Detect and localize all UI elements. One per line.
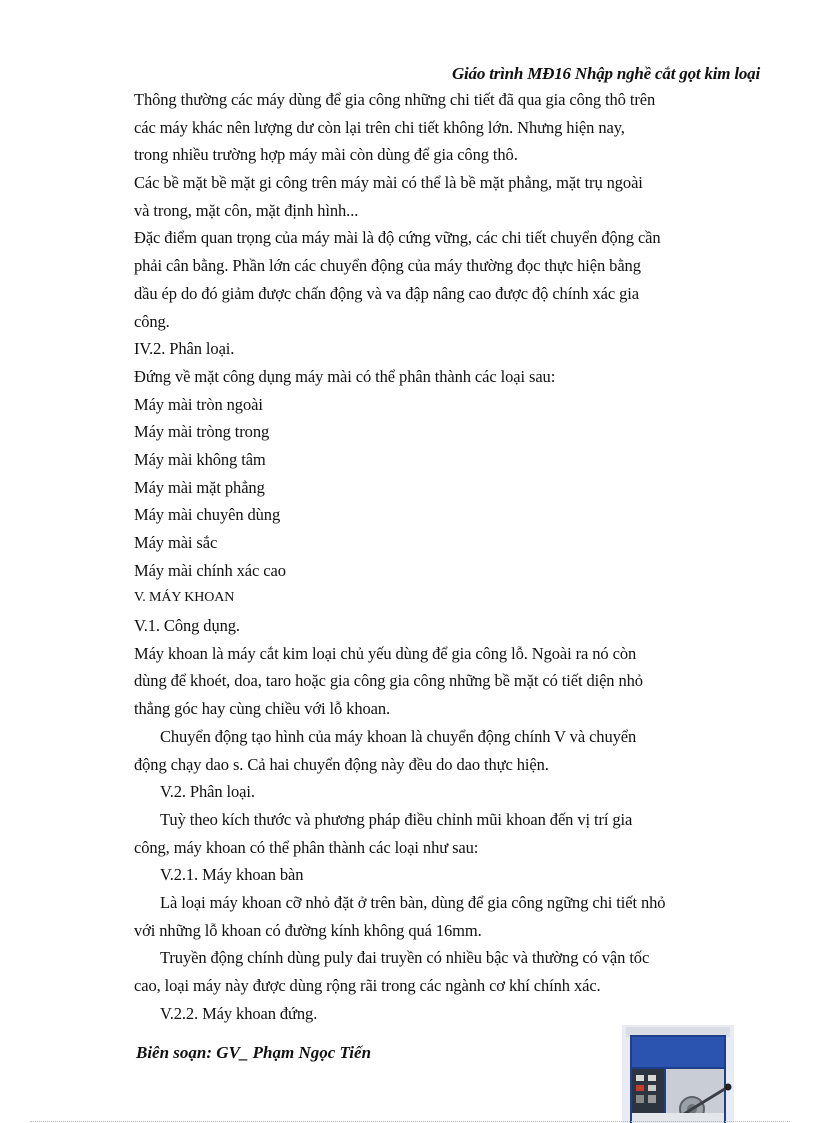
list-item: Máy mài không tâm bbox=[134, 449, 266, 469]
body-line: phải cân bằng. Phần lớn các chuyển động của máy thường đọc thực hiện bằng bbox=[134, 256, 641, 276]
section-heading: V.1. Công dụng. bbox=[134, 616, 240, 636]
body-line: công. bbox=[134, 311, 170, 331]
body-line: công, máy khoan có thể phân thành các loại như sau: bbox=[134, 837, 479, 857]
body-line: Đặc điểm quan trọng của máy mài là độ cứng vững, các chi tiết chuyển động cần bbox=[134, 228, 661, 248]
body-line: Chuyển động tạo hình của máy khoan là chuyển động chính V và chuyển bbox=[160, 726, 637, 746]
footer-author: Biên soạn: GV_ Phạm Ngọc Tiến bbox=[136, 1043, 372, 1062]
body-line: Máy khoan là máy cắt kim loại chủ yếu dùng để gia công lỗ. Ngoài ra nó còn bbox=[134, 643, 637, 663]
body-line: Đứng về mặt công dụng máy mài có thể phân thành các loại sau: bbox=[134, 366, 556, 386]
list-item: Máy mài chuyên dùng bbox=[134, 505, 281, 525]
chapter-heading: V. MÁY KHOAN bbox=[134, 590, 235, 606]
list-item: Máy mài tròn ngoài bbox=[134, 394, 263, 414]
drill-machine-image bbox=[612, 1025, 744, 1123]
body-line: Thông thường các máy dùng để gia công những chi tiết đã qua gia công thô trên bbox=[134, 90, 656, 109]
body-line: thẳng góc hay cùng chiều với lỗ khoan. bbox=[134, 699, 391, 719]
body-line: và trong, mặt côn, mặt định hình... bbox=[134, 200, 359, 220]
document-body bbox=[134, 86, 764, 1027]
document-header-title: Giáo trình MĐ16 Nhập nghề cắt gọt kim loại bbox=[451, 64, 760, 83]
body-line: các máy khác nên lượng dư còn lại trên chi tiết không lớn. Nhưng hiện nay, bbox=[134, 117, 625, 137]
body-line: dùng để khoét, doa, taro hoặc gia công gia công những bề mặt có tiết diện nhỏ bbox=[134, 671, 643, 691]
body-line: Là loại máy khoan cỡ nhỏ đặt ở trên bàn, dùng để gia công ngững chi tiết nhỏ bbox=[160, 892, 666, 912]
body-line: trong nhiều trường hợp máy mài còn dùng để gia công thô. bbox=[134, 145, 518, 165]
body-line: cao, loại máy này được dùng rộng rãi trong các ngành cơ khí chính xác. bbox=[134, 976, 601, 995]
footer-divider bbox=[30, 1121, 790, 1122]
subsection-heading: V.2.1. Máy khoan bàn bbox=[160, 865, 304, 885]
body-line: động chạy dao s. Cả hai chuyển động này đều do dao thực hiện. bbox=[134, 754, 549, 774]
section-heading: V.2. Phân loại. bbox=[160, 782, 255, 802]
list-item: Máy mài tròng trong bbox=[134, 422, 270, 442]
body-line: Các bề mặt bề mặt gi công trên máy mài có thể là bề mặt phẳng, mặt trụ ngoài bbox=[134, 173, 643, 193]
subsection-heading: V.2.2. Máy khoan đứng. bbox=[160, 1003, 318, 1023]
section-heading: IV.2. Phân loại. bbox=[134, 339, 235, 359]
list-item: Máy mài sắc bbox=[134, 533, 218, 552]
body-line: Truyền động chính dùng puly đai truyền có nhiều bậc và thường có vận tốc bbox=[160, 948, 650, 968]
list-item: Máy mài mặt phẳng bbox=[134, 477, 265, 497]
list-item: Máy mài chính xác cao bbox=[134, 560, 286, 580]
body-line: Tuỳ theo kích thước và phương pháp điều chỉnh mũi khoan đến vị trí gia bbox=[160, 809, 633, 829]
body-line: dầu ép do đó giảm được chấn động và va đập nâng cao được độ chính xác gia bbox=[134, 283, 639, 303]
body-line: với những lỗ khoan có đường kính không quá 16mm. bbox=[134, 920, 482, 940]
